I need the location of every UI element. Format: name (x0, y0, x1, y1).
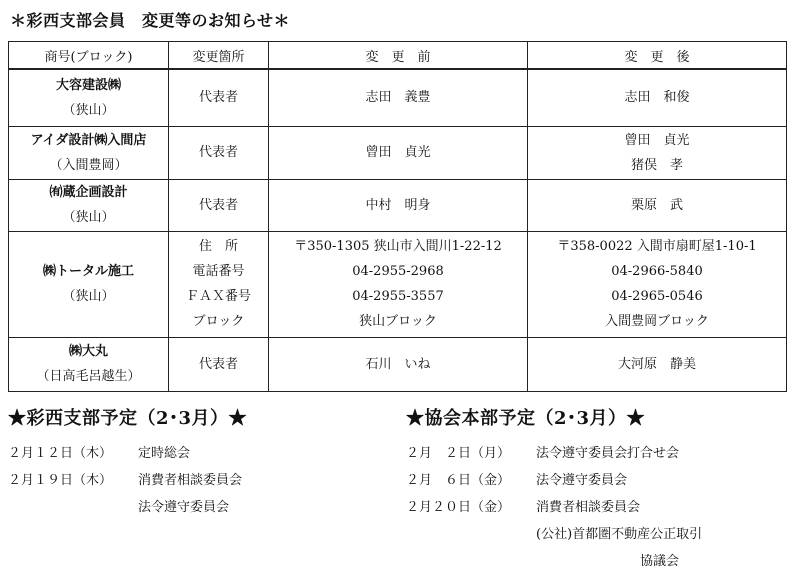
after-cell (528, 179, 787, 231)
after-value: 栗原 武 (630, 197, 683, 213)
header-after: 変 更 後 (528, 42, 787, 70)
company-name: ㈱トータル施工 (42, 264, 134, 279)
schedule-event: 協議会 (536, 554, 680, 569)
schedule-event: 法令遵守委員会 (138, 500, 230, 515)
branch-schedule-heading: ★彩西支部予定（2･3月）★ (8, 408, 248, 429)
list-item (406, 548, 702, 575)
company-branch: （狭山） (62, 210, 115, 225)
list-item (406, 467, 702, 494)
page-title: ＊彩西支部会員 変更等のお知らせ＊ (10, 11, 291, 30)
change-field: ブロック (192, 314, 245, 329)
schedule-date: ２月 ２日（月） (406, 446, 511, 461)
after-value: 04-2965-0546 (611, 289, 703, 304)
company-cell (9, 126, 169, 179)
after-value: 入間豊岡ブロック (605, 314, 709, 329)
before-value: 04-2955-3557 (352, 289, 444, 304)
table-row (9, 69, 787, 126)
list-item (8, 440, 242, 467)
list-item (406, 494, 702, 521)
hq-schedule-heading: ★協会本部予定（2･3月）★ (406, 408, 646, 429)
after-cell (528, 69, 787, 126)
schedule-event: (公社)首都圏不動産公正取引 (536, 527, 703, 542)
company-name: 大容建設㈱ (55, 77, 121, 93)
before-cell (269, 231, 528, 337)
table-row (9, 231, 787, 337)
schedule-date: ２月 ６日（金） (406, 473, 511, 488)
company-name: ㈲蔵企画設計 (49, 185, 128, 200)
list-item (406, 440, 702, 467)
company-branch: （日高毛呂越生） (36, 369, 141, 384)
company-branch: （狭山） (62, 102, 115, 118)
header-company: 商号(ブロック) (9, 42, 169, 70)
change-field-cell (169, 231, 269, 337)
change-field-cell (169, 126, 269, 179)
after-value: 04-2966-5840 (611, 264, 703, 279)
list-item (8, 494, 242, 521)
before-value: 石川 いね (365, 356, 431, 372)
hq-schedule-list (406, 440, 702, 575)
change-field-cell (169, 179, 269, 231)
before-value: 中村 明身 (365, 197, 431, 213)
change-field: 住 所 (198, 239, 238, 254)
schedule-event: 法令遵守委員会 (536, 473, 628, 488)
before-cell (269, 337, 528, 391)
change-field: 代表者 (198, 356, 238, 372)
before-value: 志田 義豊 (365, 90, 431, 106)
header-before: 変 更 前 (269, 42, 528, 70)
before-value: 曾田 貞光 (365, 145, 431, 160)
schedule-event: 法令遵守委員会打合せ会 (536, 446, 680, 461)
company-name: ㈱大丸 (68, 344, 108, 359)
change-field: 電話番号 (192, 264, 245, 279)
schedule-date: ２月２０日（金） (406, 500, 511, 515)
change-field-cell (169, 337, 269, 391)
change-field: ＦＡＸ番号 (185, 289, 251, 304)
before-cell (269, 69, 528, 126)
company-cell (9, 69, 169, 126)
table-row (9, 337, 787, 391)
company-name: アイダ設計㈱入間店 (30, 132, 147, 148)
schedule-date: ２月１９日（木） (8, 473, 113, 488)
change-field: 代表者 (198, 90, 238, 106)
table-row (9, 126, 787, 179)
schedule-event: 定時総会 (138, 446, 191, 461)
member-changes-table (8, 41, 787, 392)
change-field-cell (169, 69, 269, 126)
company-cell (9, 179, 169, 231)
before-value: 狭山ブロック (359, 314, 437, 329)
after-cell (528, 231, 787, 337)
before-cell (269, 179, 528, 231)
company-branch: （狭山） (62, 289, 115, 304)
company-cell (9, 231, 169, 337)
after-value: 曾田 貞光 (624, 132, 690, 148)
change-field: 代表者 (198, 145, 238, 160)
after-value: 〒358-0022 入間市扇町屋1-10-1 (557, 239, 757, 254)
list-item (8, 467, 242, 494)
after-cell (528, 126, 787, 179)
header-change-field: 変更箇所 (169, 42, 269, 70)
after-cell (528, 337, 787, 391)
after-value: 猪俣 孝 (630, 157, 683, 173)
table-header-row (9, 42, 787, 70)
table-row (9, 179, 787, 231)
before-value: 04-2955-2968 (352, 264, 444, 279)
after-value: 志田 和俊 (624, 90, 690, 106)
before-value: 〒350-1305 狭山市入間川1-22-12 (294, 239, 502, 254)
change-field: 代表者 (198, 197, 238, 213)
before-cell (269, 126, 528, 179)
schedule-event: 消費者相談委員会 (536, 500, 641, 515)
branch-schedule-list (8, 440, 242, 521)
list-item (406, 521, 702, 548)
company-branch: （入間豊岡） (49, 157, 128, 173)
company-cell (9, 337, 169, 391)
after-value: 大河原 静美 (617, 356, 696, 372)
schedule-event: 消費者相談委員会 (138, 473, 243, 488)
schedule-date: ２月１２日（木） (8, 446, 113, 461)
